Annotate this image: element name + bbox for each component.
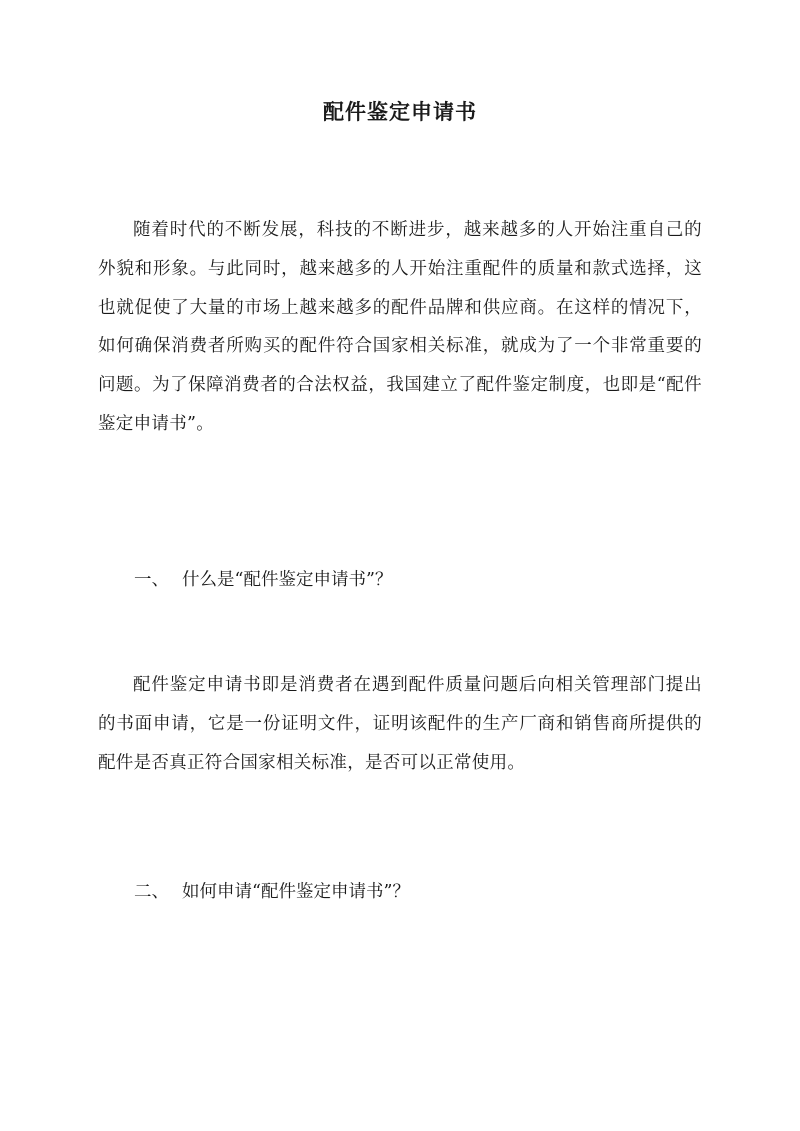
section-paragraph-1: 配件鉴定申请书即是消费者在遇到配件质量问题后向相关管理部门提出的书面申请，它是一份证明文件，证明该配件的生产厂商和销售商所提供的配件是否真正符合国家相关标准，是否可以正常使用。 <box>98 675 702 773</box>
section-heading-text-1: 什么是“配件鉴定申请书”？ <box>182 570 393 590</box>
section-number-1: 一、 <box>134 570 169 590</box>
section-heading-text-2: 如何申请“配件鉴定申请书”？ <box>182 882 410 902</box>
section-heading-2 <box>134 877 410 907</box>
section-heading-1 <box>134 565 392 595</box>
section-number-2: 二、 <box>134 882 169 902</box>
intro-paragraph: 随着时代的不断发展，科技的不断进步，越来越多的人开始注重自己的外貌和形象。与此同时，越来越多的人开始注重配件的质量和款式选择，这也就促使了大量的市场上越来越多的配件品牌和供应商。在这样的情况下，如何确保消费者所购买的配件符合国家相关标准，就成为了一个非常重要的问题。为了保障消费者的合法权益，我国建立了配件鉴定制度，也即是“配件鉴定申请书”。 <box>98 220 702 434</box>
document-title: 配件鉴定申请书 <box>323 99 477 124</box>
